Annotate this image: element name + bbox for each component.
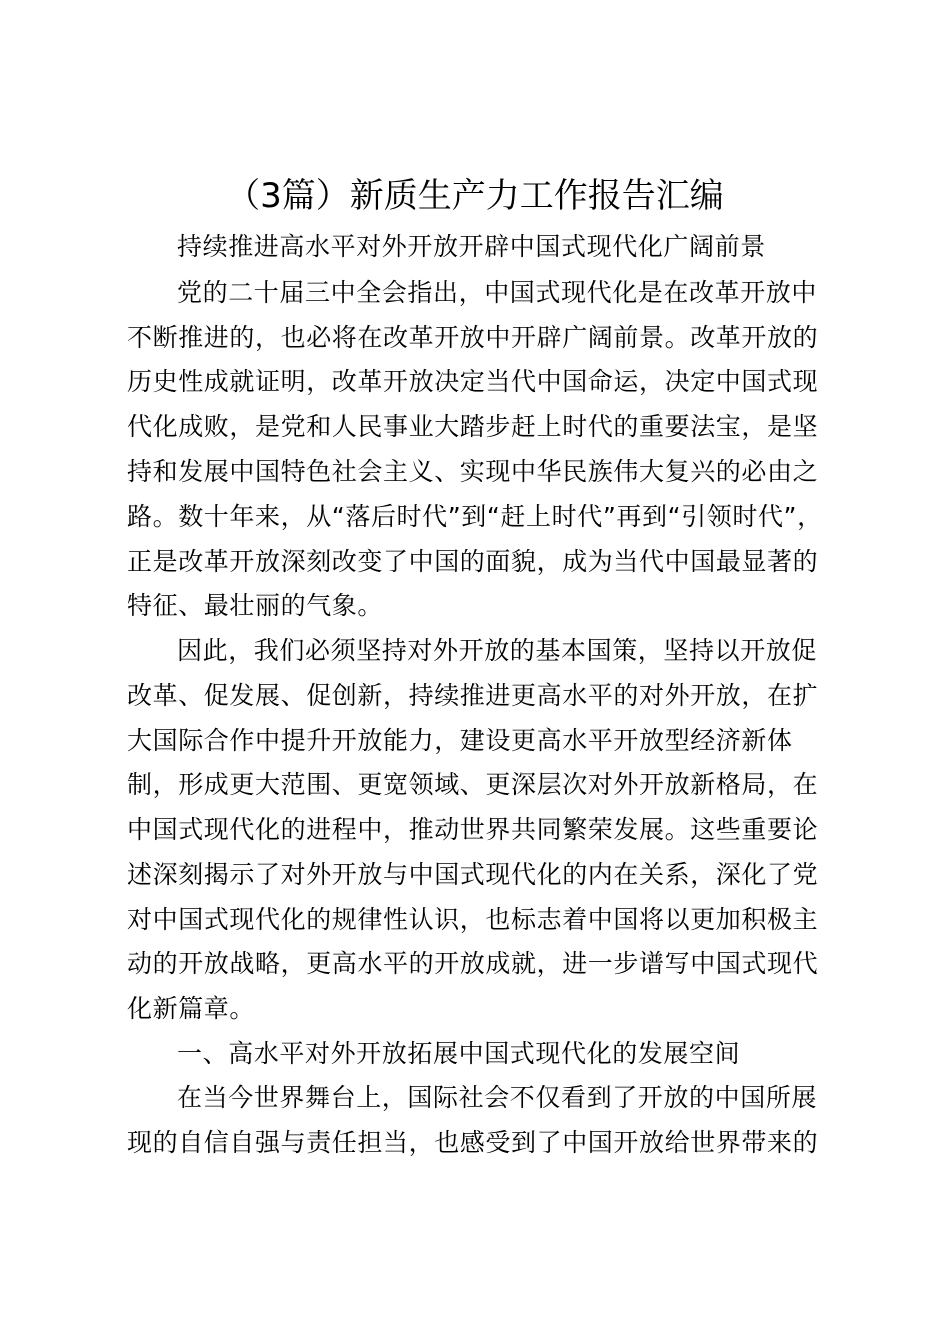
paragraph-line: 路。数十年来，从“落后时代”到“赶上时代”再到“引领时代”，: [127, 502, 823, 531]
document-title: （3篇）新质生产力工作报告汇编: [226, 176, 724, 216]
document-subtitle: 持续推进高水平对外开放开辟中国式现代化广阔前景: [177, 232, 766, 261]
paragraph-line: 不断推进的，也必将在改革开放中开辟广阔前景。改革开放的: [127, 323, 819, 352]
paragraph-line: 在当今世界舞台上，国际社会不仅看到了开放的中国所展: [177, 1083, 818, 1112]
paragraph-line: 党的二十届三中全会指出，中国式现代化是在改革开放中: [177, 278, 818, 307]
paragraph-line: 改革、促发展、促创新，持续推进更高水平的对外开放，在扩: [127, 681, 819, 710]
paragraph-line: 因此，我们必须坚持对外开放的基本国策，坚持以开放促: [177, 636, 818, 665]
paragraph-line: 代化成败，是党和人民事业大踏步赶上时代的重要法宝，是坚: [127, 412, 819, 441]
paragraph-line: 中国式现代化的进程中，推动世界共同繁荣发展。这些重要论: [127, 815, 819, 844]
paragraph-line: 历史性成就证明，改革开放决定当代中国命运，决定中国式现: [127, 367, 819, 396]
paragraph-line: 现的自信自强与责任担当，也感受到了中国开放给世界带来的: [127, 1128, 819, 1157]
paragraph-line: 化新篇章。: [127, 994, 256, 1023]
paragraph-line: 对中国式现代化的规律性认识，也标志着中国将以更加积极主: [127, 905, 819, 934]
paragraph-line: 大国际合作中提升开放能力，建设更高水平开放型经济新体: [127, 726, 793, 755]
paragraph-line: 特征、最壮丽的气象。: [127, 591, 384, 620]
paragraph-line: 持和发展中国特色社会主义、实现中华民族伟大复兴的必由之: [127, 457, 819, 486]
paragraph-line: 制，形成更大范围、更宽领域、更深层次对外开放新格局，在: [127, 770, 819, 799]
paragraph-line: 动的开放战略，更高水平的开放成就，进一步谱写中国式现代: [127, 949, 819, 978]
paragraph-line: 正是改革开放深刻改变了中国的面貌，成为当代中国最显著的: [127, 547, 819, 576]
paragraph-line: 述深刻揭示了对外开放与中国式现代化的内在关系，深化了党: [127, 860, 819, 889]
section-heading: 一、高水平对外开放拓展中国式现代化的发展空间: [177, 1039, 741, 1068]
